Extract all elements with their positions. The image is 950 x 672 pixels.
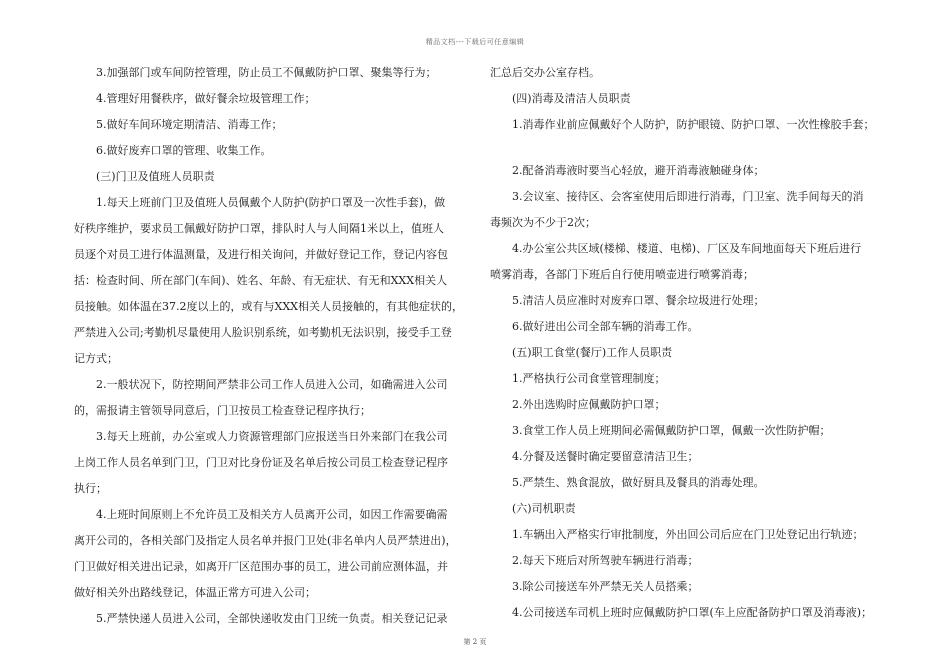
text-line: 6.做好废弃口罩的管理、收集工作。 [74,144,272,157]
text-line: 3.会议室、接待区、会客室使用后即进行消毒，门卫室、洗手间每天的消 [490,190,864,203]
text-line: 做好相关外出路线登记，体温正常方可进入公司； [74,586,316,599]
page-number: 第 2 页 [463,638,487,646]
section-heading: (六)司机职责 [490,502,576,515]
text-line: 记方式； [74,352,118,365]
left-column [74,60,466,632]
text-line: 3.每天上班前，办公室或人力资源管理部门应报送当日外来部门在我公司 [74,430,448,443]
right-column [490,60,878,626]
text-line: 门卫做好相关进出记录，如离开厂区范围办事的员工，进公司前应测体温，并 [74,560,448,573]
text-line: 2.外出选购时应佩戴防护口罩； [490,398,666,411]
text-line: 4.分餐及送餐时确定要留意清洁卫生； [490,450,699,463]
text-line: 2.一般状况下，防控期间严禁非公司工作人员进入公司，如确需进入公司 [74,378,448,391]
text-line: 严禁进入公司;考勤机尽量使用人脸识别系统，如考勤机无法识别，接受手工登 [74,326,452,339]
text-line: 5.严禁生、熟食混放，做好厨具及餐具的消毒处理。 [490,476,765,489]
text-line: 3.食堂工作人员上班期间必需佩戴防护口罩，佩戴一次性防护帽； [490,424,831,437]
text-line: 4.公司接送车司机上班时应佩戴防护口罩(车上应配备防护口罩及消毒液)； [490,606,873,619]
text-line: 1.每天上班前门卫及值班人员佩戴个人防护(防护口罩及一次性手套)，做 [74,196,446,209]
text-line: 员接触。如体温在37.2度以上的，或有与XXX相关人员接触的，有其他症状的， [74,300,463,313]
text-line: 5.严禁快递人员进入公司，全部快递收发由门卫统一负责。相关登记记录 [74,612,448,625]
text-line: 的，需报请主管领导同意后，门卫按员工检查登记程序执行； [74,404,371,417]
text-line: 上岗工作人员名单到门卫，门卫对比身份证及名单后按公司员工检查登记程序 [74,456,448,469]
text-line: 3.加强部门或车间防控管理，防止员工不佩戴防护口罩、聚集等行为； [74,66,437,79]
text-line: 括：检查时间、所在部门(车间)、姓名、年龄、有无症状、有无和XXX相关人 [74,274,448,287]
text-line: 5.做好车间环境定期清洁、消毒工作； [74,118,283,131]
text-line: 好秩序维护，要求员工佩戴好防护口罩，排队时人与人间隔1米以上，值班人 [74,222,444,235]
text-line: 1.车辆出入严格实行审批制度，外出回公司后应在门卫处登记出行轨迹； [490,528,864,541]
text-line: 1.消毒作业前应佩戴好个人防护，防护眼镜、防护口罩、一次性橡胶手套； [490,118,875,131]
text-line: 5.清洁人员应准时对废弃口罩、餐余垃圾进行处理； [490,294,765,307]
text-line: 4.办公室公共区域(楼梯、楼道、电梯)、厂区及车间地面每天下班后进行 [490,242,862,255]
text-line: 毒频次为不少于2次； [490,216,596,229]
text-line: 2.每天下班后对所驾驶车辆进行消毒； [490,554,699,567]
section-heading: (四)消毒及清洁人员职责 [490,92,631,105]
section-heading: (三)门卫及值班人员职责 [74,170,215,183]
text-line: 3.除公司接送车外严禁无关人员搭乘； [490,580,699,593]
text-line: 离开公司的，各相关部门及指定人员名单并报门卫处(非名单内人员严禁进出)， [74,534,457,547]
text-line: 4.管理好用餐秩序，做好餐余垃圾管理工作； [74,92,316,105]
text-line: 1.严格执行公司食堂管理制度； [490,372,666,385]
text-line: 6.做好进出公司全部车辆的消毒工作。 [490,320,699,333]
text-line: 汇总后交办公室存档。 [490,66,600,79]
text-line: 2.配备消毒液时要当心轻放，避开消毒液触碰身体； [490,164,765,177]
page-header: 精品文档---下载后可任意编辑 [425,38,525,46]
section-heading: (五)职工食堂(餐厅)工作人员职责 [490,346,673,359]
text-line: 喷雾消毒，各部门下班后自行使用喷壶进行喷雾消毒； [490,268,754,281]
text-line: 4.上班时间原则上不允许员工及相关方人员离开公司，如因工作需要确需 [74,508,448,521]
text-line: 执行； [74,482,107,495]
text-line: 员逐个对员工进行体温测量，及进行相关询问，并做好登记工作，登记内容包 [74,248,448,261]
